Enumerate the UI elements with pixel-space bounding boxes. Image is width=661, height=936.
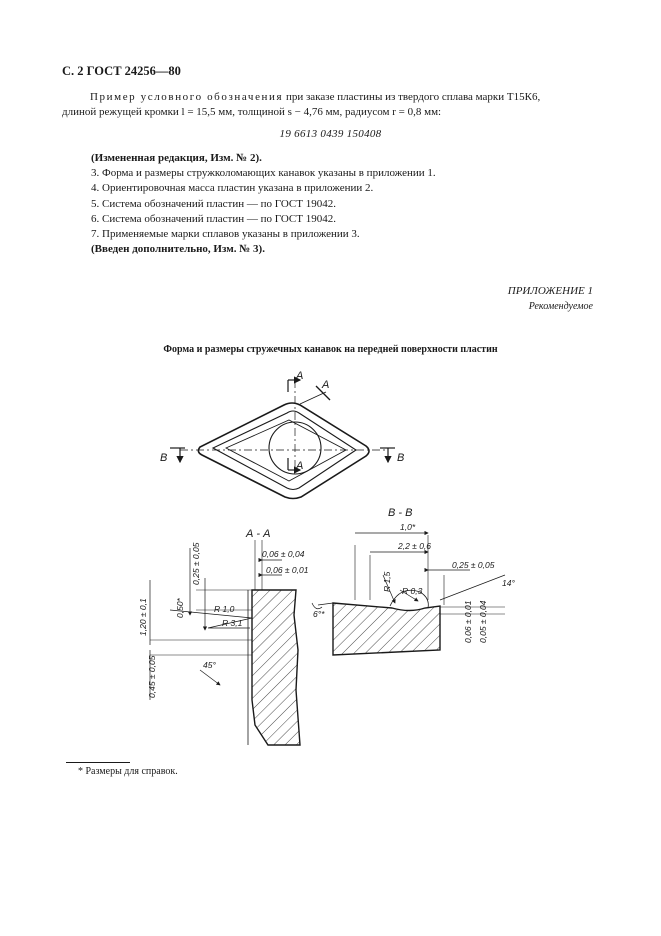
- example-paragraph: [62, 90, 602, 120]
- aa-r1: R 1,0: [214, 604, 235, 614]
- technical-drawing: [0, 360, 661, 760]
- paragraph-line2: длиной режущей кромки l = 15,5 мм, толщиной s − 4,76 мм, радиусом r = 0,8 мм:: [62, 106, 442, 118]
- bb-v2: 0,05 ± 0,04: [478, 600, 488, 643]
- aa-v4: 0,45 ± 0,05: [147, 655, 157, 698]
- aa-dim-top2: 0,06 ± 0,01: [266, 565, 309, 575]
- bb-d3: 0,25 ± 0,05: [452, 560, 495, 570]
- bb-r1: R 1,5: [382, 571, 392, 592]
- bb-d2: 2,2 ± 0,6: [398, 541, 432, 551]
- bb-angle2: 14°: [502, 578, 515, 588]
- notes-list: [91, 151, 436, 257]
- aa-v1: 0,25 ± 0,05: [191, 542, 201, 585]
- bb-angle1: 6°*: [313, 609, 325, 619]
- appendix-heading: [508, 284, 593, 314]
- note-item: 4. Ориентировочная масса пластин указана в приложении 2.: [91, 182, 374, 195]
- figure-caption: Форма и размеры стружечных канавок на передней поверхности пластин: [163, 344, 498, 355]
- section-b-mark-right: B: [397, 452, 405, 464]
- bb-d1: 1,0*: [400, 522, 416, 532]
- note-item: (Введен дополнительно, Изм. № 3).: [91, 243, 265, 256]
- note-item: 5. Система обозначений пластин — по ГОСТ 19042.: [91, 197, 336, 210]
- page-header: С. 2 ГОСТ 24256—80: [62, 64, 181, 78]
- section-a-mark-diag: A: [322, 379, 330, 391]
- aa-dim-top1: 0,06 ± 0,04: [262, 549, 305, 559]
- note-item: (Измененная редакция, Изм. № 2).: [91, 152, 262, 164]
- appendix-title: ПРИЛОЖЕНИЕ 1: [507, 285, 593, 297]
- bb-r2: R 0,3: [402, 586, 423, 596]
- paragraph-spaced-start: Пример условного обозначения: [90, 91, 284, 103]
- section-a-mark-bottom: A: [296, 460, 304, 472]
- section-b-mark-left: B: [160, 452, 168, 464]
- view-bb-label: В - В: [388, 507, 413, 519]
- appendix-subtitle: Рекомендуемое: [528, 301, 593, 312]
- view-aa-label: А - А: [246, 528, 271, 540]
- footnote: * Размеры для справок.: [78, 766, 178, 777]
- aa-angle: 45°: [203, 660, 216, 670]
- paragraph-line1: при заказе пластины из твердого сплава марки Т15К6,: [283, 91, 541, 103]
- aa-v3: 1,20 ± 0,1: [138, 598, 148, 636]
- note-item: 7. Применяемые марки сплавов указаны в приложении 3.: [91, 228, 360, 241]
- footnote-rule: [66, 762, 130, 763]
- section-a-mark-top: A: [296, 370, 304, 382]
- note-item: 3. Форма и размеры стружколомающих канавок указаны в приложении 1.: [91, 167, 436, 180]
- aa-r2: R 3,1: [222, 618, 243, 628]
- insert-plan-view: [180, 380, 385, 499]
- designation-code: 19 6613 0439 150408: [279, 128, 382, 140]
- aa-v2: 0,50*: [175, 598, 185, 618]
- bb-v1: 0,06 ± 0,01: [463, 600, 473, 643]
- note-item: 6. Система обозначений пластин — по ГОСТ 19042.: [91, 212, 336, 225]
